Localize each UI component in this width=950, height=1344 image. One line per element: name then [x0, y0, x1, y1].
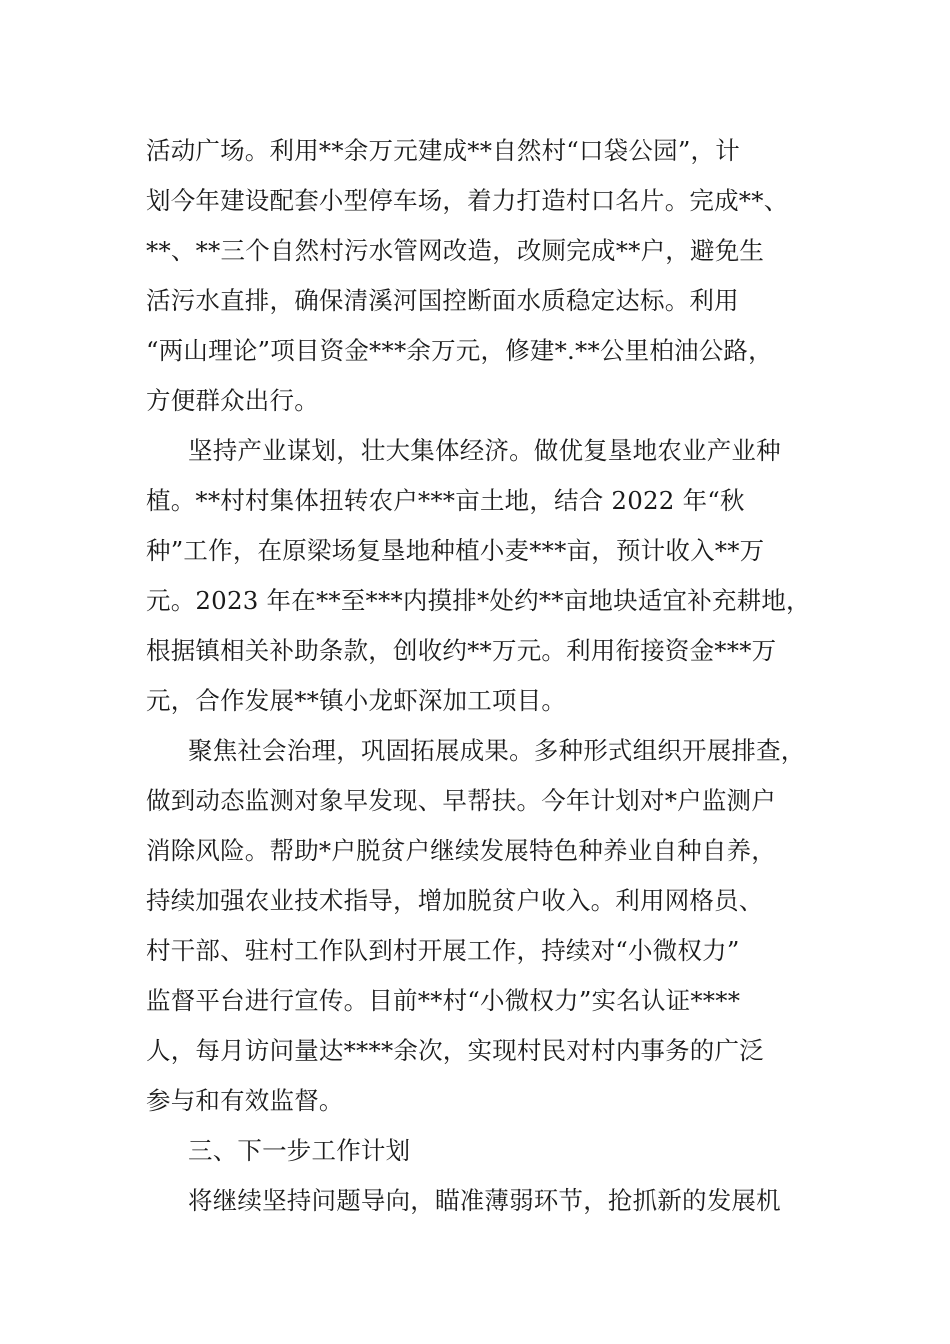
paragraph-start-line: 将继续坚持问题导向，瞄准薄弱环节，抢抓新的发展机 — [188, 1186, 781, 1215]
text-line: 消除风险。帮助*户脱贫户继续发展特色种养业自种自养， — [146, 836, 776, 865]
text-line: 元，合作发展**镇小龙虾深加工项目。 — [146, 686, 567, 715]
text-line: 人，每月访问量达****余次，实现村民对村内事务的广泛 — [146, 1036, 764, 1065]
text-line: 方便群众出行。 — [146, 386, 319, 415]
text-line: 根据镇相关补助条款，创收约**万元。利用衔接资金***万 — [146, 636, 777, 665]
text-line: 持续加强农业技术指导，增加脱贫户收入。利用网格员、 — [146, 886, 764, 915]
text-line: “两山理论”项目资金***余万元，修建*.**公里柏油公路， — [146, 336, 773, 365]
document-body — [146, 126, 816, 1226]
text-line: 监督平台进行宣传。目前**村“小微权力”实名认证**** — [146, 986, 741, 1015]
text-line: 种”工作，在原梁场复垦地种植小麦***亩，预计收入**万 — [146, 536, 765, 565]
text-line: 植。**村村集体扭转农户***亩土地，结合 2022 年“秋 — [146, 486, 745, 515]
text-line: 做到动态监测对象早发现、早帮扶。今年计划对*户监测户 — [146, 786, 776, 815]
text-line: 参与和有效监督。 — [146, 1086, 344, 1115]
paragraph-start-line: 聚焦社会治理，巩固拓展成果。多种形式组织开展排查， — [188, 736, 806, 765]
text-line: 元。2023 年在**至***内摸排*处约**亩地块适宜补充耕地， — [146, 586, 811, 615]
section-heading: 三、下一步工作计划 — [188, 1136, 411, 1165]
paragraph-start-line: 坚持产业谋划，壮大集体经济。做优复垦地农业产业种 — [188, 436, 781, 465]
text-line: **、**三个自然村污水管网改造，改厕完成**户，避免生 — [146, 236, 765, 265]
text-line: 活污水直排，确保清溪河国控断面水质稳定达标。利用 — [146, 286, 739, 315]
text-line: 划今年建设配套小型停车场，着力打造村口名片。完成**、 — [146, 186, 789, 215]
text-line: 村干部、驻村工作队到村开展工作，持续对“小微权力” — [146, 936, 740, 965]
text-line: 活动广场。利用**余万元建成**自然村“口袋公园”，计 — [146, 136, 740, 165]
